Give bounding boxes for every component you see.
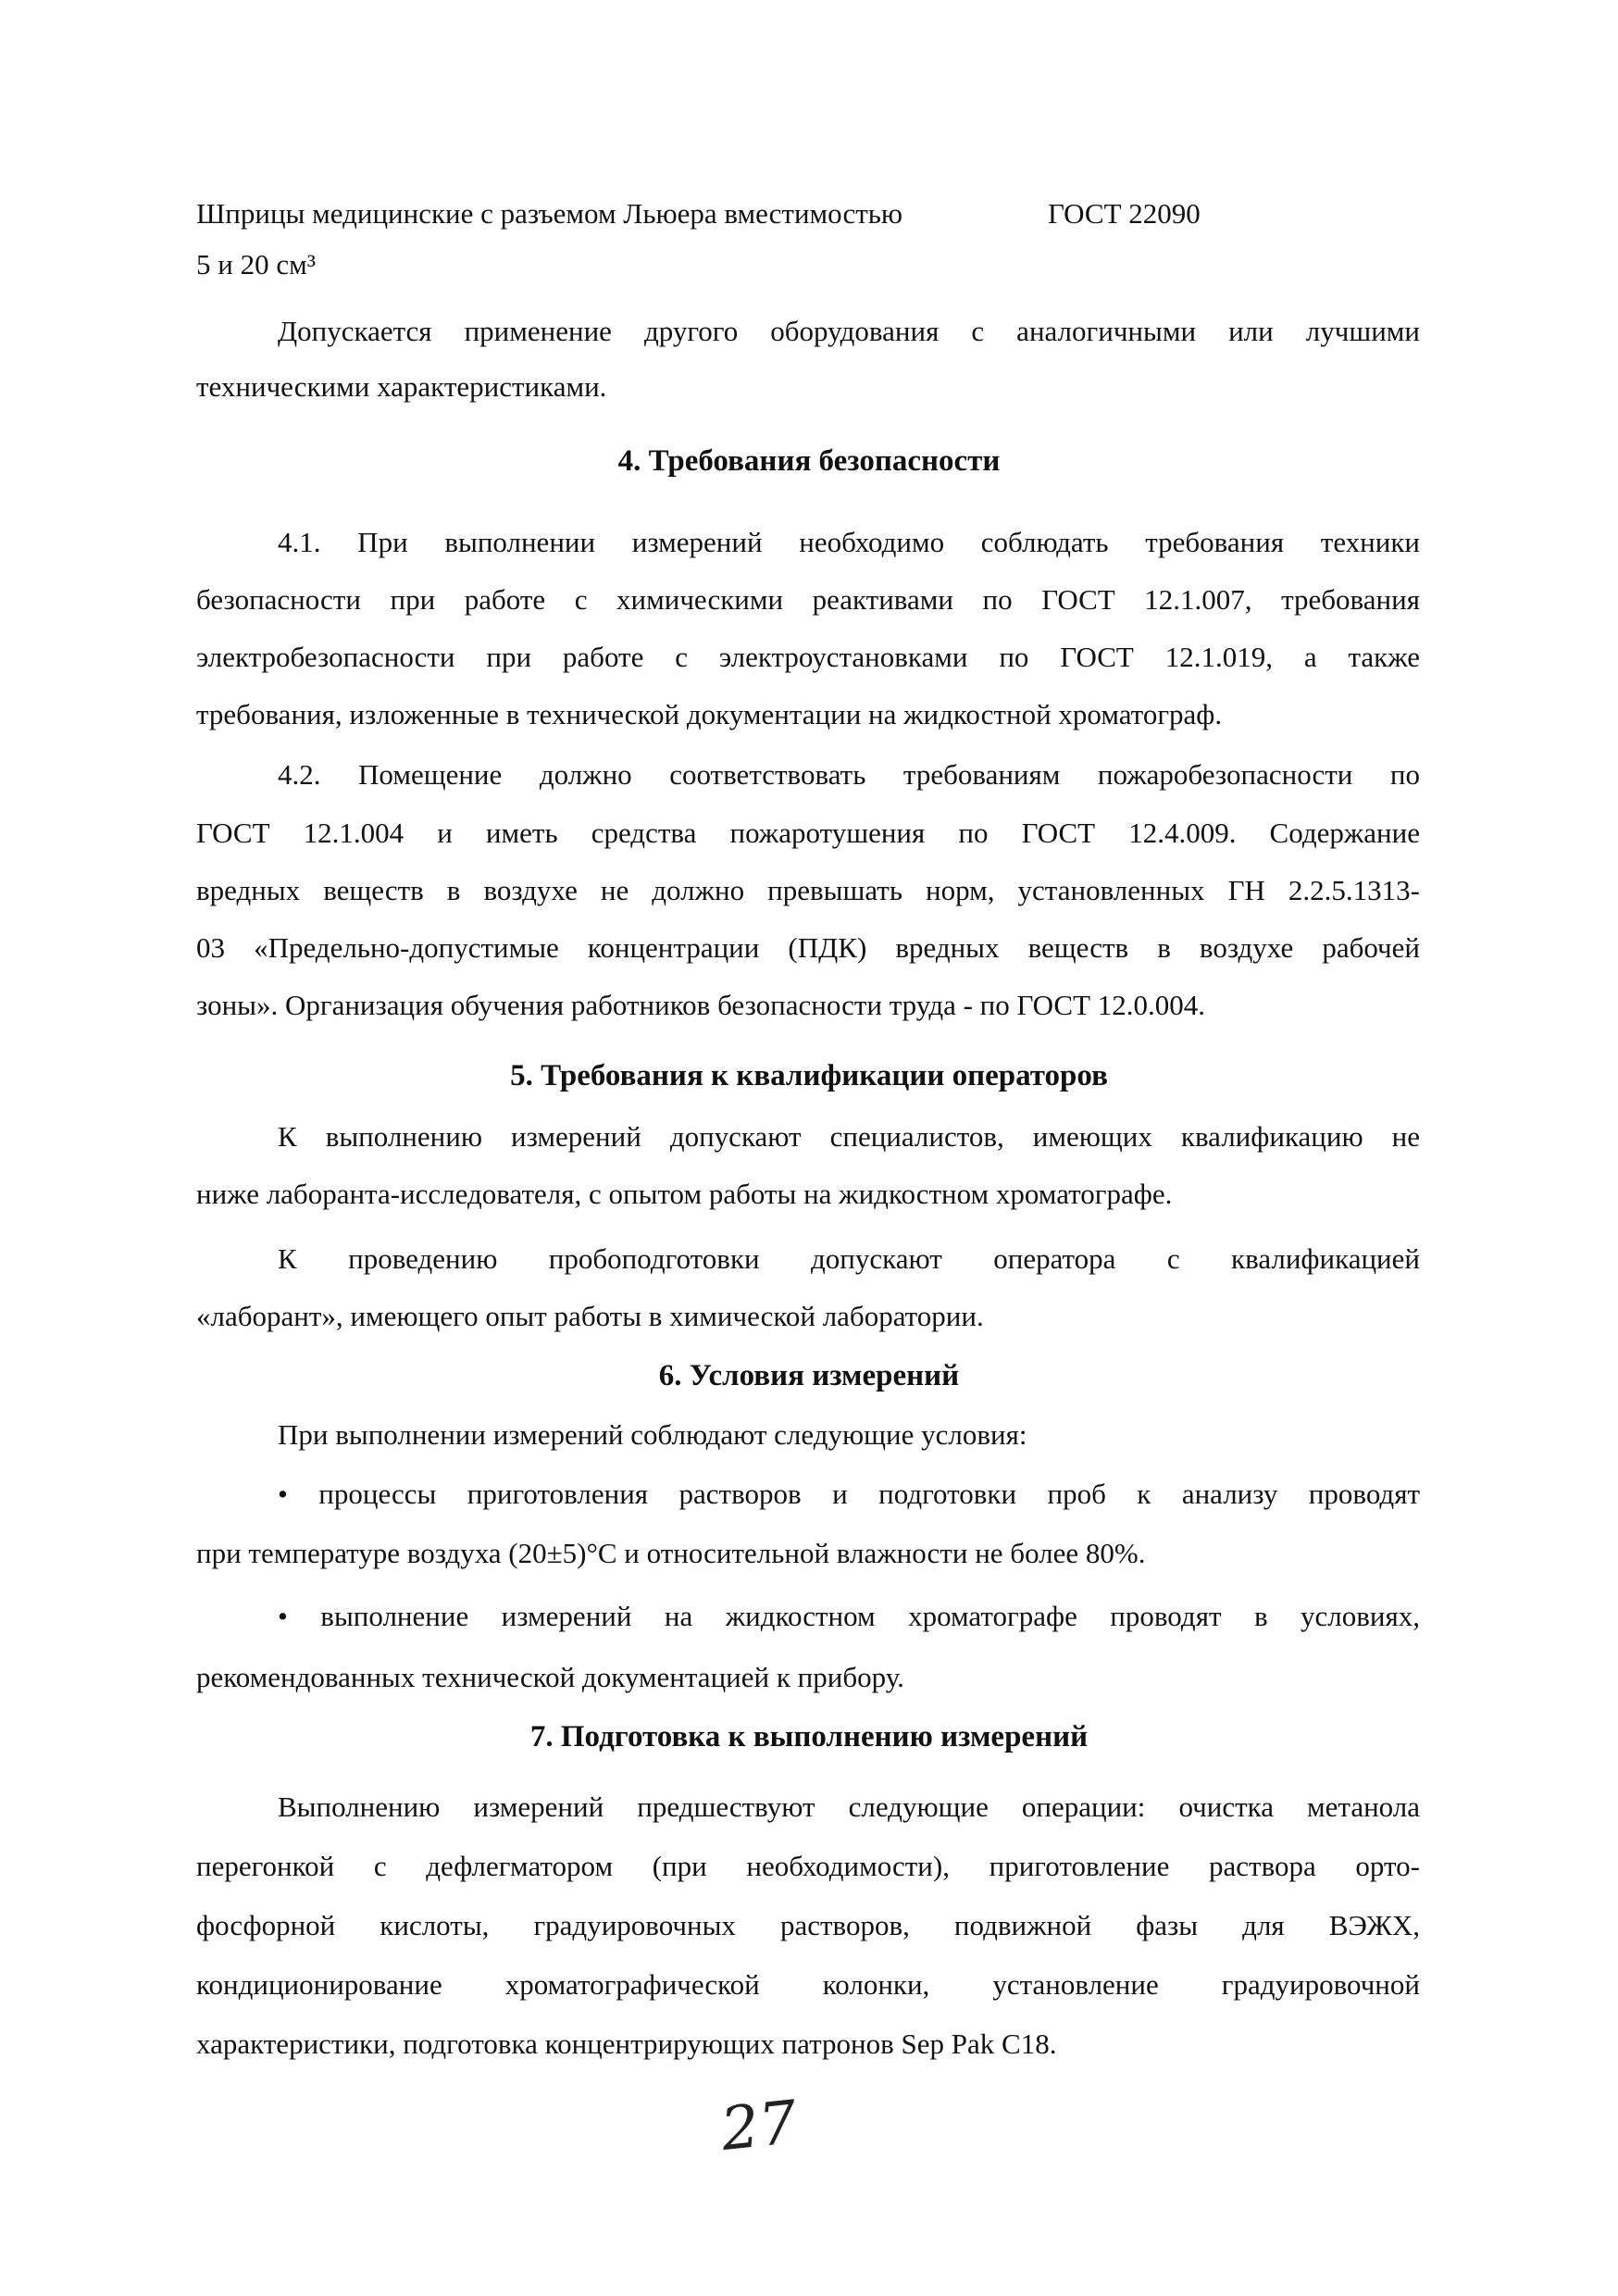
section-7-paragraph-line: перегонкой с дефлегматором (при необходимости), приготовление раствора орто- — [196, 1850, 1420, 1882]
section-4-paragraph-line: вредных веществ в воздухе не должно превышать норм, установленных ГН 2.2.5.1313- — [196, 874, 1420, 906]
section-4-paragraph-line: электробезопасности при работе с электроустановками по ГОСТ 12.1.019, а также — [196, 641, 1420, 673]
section-7-paragraph-line: кондиционирование хроматографической колонки, установление градуировочной — [196, 1968, 1420, 2001]
section-5-paragraph-line: ниже лаборанта-исследователя, с опытом работы на жидкостном хроматографе. — [196, 1178, 1173, 1210]
section-7-paragraph-line: Выполнению измерений предшествуют следующие операции: очистка метанола — [278, 1791, 1420, 1823]
section-6-title: 6. Условия измерений — [658, 1359, 960, 1392]
section-4-paragraph-line: требования, изложенные в технической документации на жидкостной хроматограф. — [196, 698, 1223, 730]
section-7-title: 7. Подготовка к выполнению измерений — [529, 1720, 1089, 1753]
allowance-line: техническими характеристиками. — [196, 370, 607, 403]
section-4-paragraph-line: 03 «Предельно-допустимые концентрации (ПДК) вредных веществ в воздухе рабочей — [196, 931, 1420, 964]
section-7-paragraph-line: характеристики, подготовка концентрирующих патронов Sep Pak C18. — [196, 2028, 1057, 2060]
section-6-bullet-line: при температуре воздуха (20±5)°С и относительной влажности не более 80%. — [196, 1537, 1146, 1569]
section-6-bullet-line: рекомендованных технической документацией к прибору. — [196, 1661, 904, 1693]
page-number: 27 — [717, 2088, 801, 2165]
section-4-title: 4. Требования безопасности — [617, 444, 1001, 478]
section-7-paragraph-line: фосфорной кислоты, градуировочных растворов, подвижной фазы для ВЭЖХ, — [196, 1909, 1420, 1941]
section-5-paragraph-line: К проведению пробоподготовки допускают оператора с квалификацией — [278, 1242, 1420, 1275]
section-4-paragraph-line: 4.2. Помещение должно соответствовать требованиям пожаробезопасности по — [278, 758, 1420, 791]
section-5-paragraph-line: «лаборант», имеющего опыт работы в химической лаборатории. — [196, 1300, 984, 1332]
section-6-bullet-line: • процессы приготовления растворов и подготовки проб к анализу проводят — [278, 1478, 1420, 1510]
section-5-paragraph-line: К выполнению измерений допускают специалистов, имеющих квалификацию не — [278, 1120, 1420, 1153]
equipment-syringe-gost: ГОСТ 22090 — [1048, 197, 1201, 230]
section-4-paragraph-line: 4.1. При выполнении измерений необходимо соблюдать требования техники — [278, 526, 1420, 558]
section-5-title: 5. Требования к квалификации операторов — [510, 1059, 1108, 1092]
section-6-intro: При выполнении измерений соблюдают следующие условия: — [278, 1418, 1027, 1451]
section-4-paragraph-line: безопасности при работе с химическими реактивами по ГОСТ 12.1.007, требования — [196, 583, 1420, 616]
section-6-bullet-line: • выполнение измерений на жидкостном хроматографе проводят в условиях, — [278, 1600, 1420, 1632]
section-4-paragraph-line: зоны». Организация обучения работников безопасности труда - по ГОСТ 12.0.004. — [196, 989, 1206, 1021]
section-4-paragraph-line: ГОСТ 12.1.004 и иметь средства пожаротушения по ГОСТ 12.4.009. Содержание — [196, 817, 1420, 849]
equipment-syringe-name: Шприцы медицинские с разъемом Льюера вместимостью — [196, 197, 903, 230]
equipment-syringe-volume: 5 и 20 см³ — [196, 248, 317, 281]
allowance-line: Допускается применение другого оборудования с аналогичными или лучшими — [278, 315, 1420, 347]
